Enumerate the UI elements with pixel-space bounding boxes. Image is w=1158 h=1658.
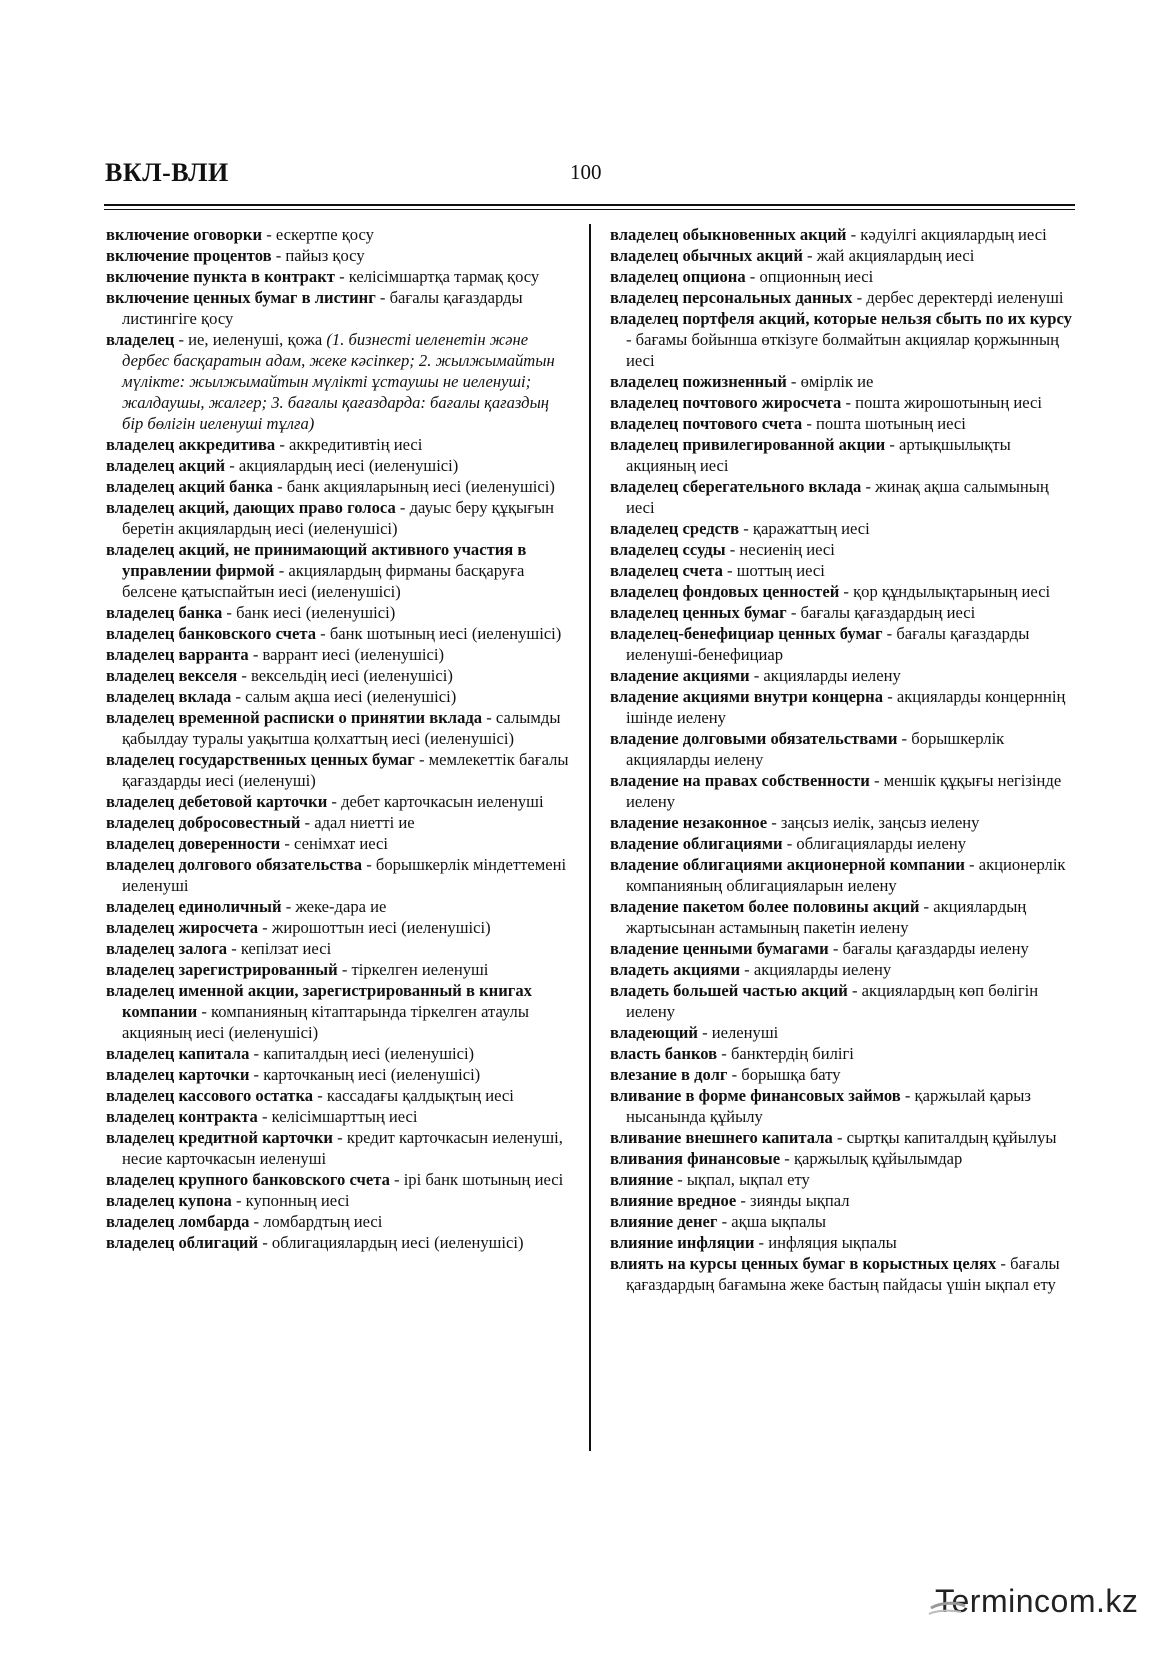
dictionary-entry: [610, 812, 1078, 833]
entry-term: владеющий: [610, 1023, 698, 1042]
dictionary-entry: [610, 1127, 1078, 1148]
entry-definition: - вексельдің иесі (иеленушісі): [237, 666, 453, 685]
entry-definition: - меншік құқығы негізінде иелену: [626, 771, 1062, 811]
entry-definition: - тіркелген иеленуші: [337, 960, 489, 979]
entry-term: владелец варранта: [106, 645, 249, 664]
entry-term: владелец зарегистрированный: [106, 960, 338, 979]
entry-definition: - жирошоттын иесі (иеленушісі): [258, 918, 491, 937]
entry-definition: - жай акциялардың иесі: [802, 246, 975, 265]
dictionary-entry: [610, 371, 1078, 392]
entry-term: владелец акций банка: [106, 477, 273, 496]
entry-term: владелец банковского счета: [106, 624, 317, 643]
entry-definition: - акциялардың көп бөлігін иелену: [626, 981, 1039, 1021]
entry-term: владение на правах собственности: [610, 771, 870, 790]
entry-definition: - дауыс беру құқығын беретін акциялардың иесі (иеленушісі): [122, 498, 555, 538]
entry-term: власть банков: [610, 1044, 718, 1063]
entry-term: включение ценных бумаг в листинг: [106, 288, 376, 307]
header-rule-thick: [104, 204, 1075, 206]
entry-term: владелец обычных акций: [610, 246, 803, 265]
entry-term: владелец капитала: [106, 1044, 250, 1063]
entry-definition: - ықпал, ықпал ету: [673, 1170, 810, 1189]
entry-term: владелец-бенефициар ценных бумаг: [610, 624, 883, 643]
entry-definition: - борышқа бату: [727, 1065, 841, 1084]
entry-definition: - капиталдың иесі (иеленушісі): [249, 1044, 475, 1063]
entry-term: владелец обыкновенных акций: [610, 225, 847, 244]
entry-definition: - салым ақша иесі (иеленушісі): [231, 687, 457, 706]
dictionary-entry: [610, 1253, 1078, 1295]
entry-definition: - қаражаттың иесі: [739, 519, 870, 538]
dictionary-entry: [106, 896, 573, 917]
dictionary-entry: [106, 749, 573, 791]
dictionary-entry: [610, 1064, 1078, 1085]
dictionary-entry: [106, 287, 573, 329]
dictionary-entry: [610, 602, 1078, 623]
entry-definition: - борышкерлік акцияларды иелену: [626, 729, 1005, 769]
dictionary-entry: [610, 413, 1078, 434]
entry-definition: - зиянды ықпал: [736, 1191, 850, 1210]
entry-term: владелец банка: [106, 603, 223, 622]
dictionary-entry: [610, 896, 1078, 938]
dictionary-entry: [610, 245, 1078, 266]
entry-definition: - дербес деректерді иеленуші: [852, 288, 1064, 307]
entry-term: владелец государственных ценных бумаг: [106, 750, 415, 769]
dictionary-entry: [610, 959, 1078, 980]
dictionary-entry: [106, 938, 573, 959]
dictionary-entry: [610, 1085, 1078, 1127]
entry-definition: - заңсыз иелік, заңсыз иелену: [767, 813, 980, 832]
entry-term: владелец временной расписки о принятии вклада: [106, 708, 483, 727]
entry-term: владение акциями внутри концерна: [610, 687, 884, 706]
entry-term: владелец аккредитива: [106, 435, 276, 454]
dictionary-entry: [610, 1190, 1078, 1211]
entry-term: владелец контракта: [106, 1107, 258, 1126]
entry-definition: - артықшылықты акцияның иесі: [626, 435, 1011, 475]
entry-term: владеть большей частью акций: [610, 981, 848, 1000]
entry-term: владелец векселя: [106, 666, 238, 685]
entry-definition: - акциялардың жартысынан астамының пакетін иелену: [626, 897, 1027, 937]
entry-definition: - бағалы қағаздарды иелену: [828, 939, 1029, 958]
entry-definition: - облигациялардың иесі (иеленушісі): [258, 1233, 524, 1252]
entry-term: владелец кредитной карточки: [106, 1128, 333, 1147]
entry-definition: - бағамы бойынша өткізуге болмайтын акциялар қоржынның иесі: [626, 330, 1060, 370]
dictionary-entry: [106, 602, 573, 623]
entry-definition: - акцияларды концерннің ішінде иелену: [626, 687, 1066, 727]
entry-definition: - келісімшартқа тармақ қосу: [334, 267, 540, 286]
dictionary-entry: [610, 728, 1078, 770]
dictionary-entry: [106, 476, 573, 497]
entry-term: владение облигациями акционерной компании: [610, 855, 965, 874]
entry-term: владелец добросовестный: [106, 813, 301, 832]
dictionary-entry: [610, 434, 1078, 476]
entry-term: владелец залога: [106, 939, 228, 958]
entry-definition: - ескертпе қосу: [262, 225, 374, 244]
entry-term: владелец акций, дающих право голоса: [106, 498, 396, 517]
dictionary-entry: [106, 959, 573, 980]
dictionary-entry: [610, 392, 1078, 413]
entry-term: владелец средств: [610, 519, 740, 538]
logo-text: Termincom.kz: [935, 1583, 1139, 1619]
entry-definition: - ломбардтың иесі: [249, 1212, 383, 1231]
entry-definition: - аккредитивтің иесі: [275, 435, 423, 454]
dictionary-entry: [610, 518, 1078, 539]
entry-definition: - сенімхат иесі: [280, 834, 388, 853]
dictionary-entry: [106, 497, 573, 539]
entry-definition: - ірі банк шотының иесі: [389, 1170, 564, 1189]
dictionary-entry: [610, 623, 1078, 665]
entry-term: вливание внешнего капитала: [610, 1128, 833, 1147]
entry-term: владелец сберегательного вклада: [610, 477, 862, 496]
entry-term: вливания финансовые: [610, 1149, 781, 1168]
entry-term: владелец ценных бумаг: [610, 603, 787, 622]
entry-definition: - инфляция ықпалы: [754, 1233, 897, 1252]
entry-definition: - пошта жирошотының иесі: [841, 393, 1042, 412]
dictionary-entry: [610, 980, 1078, 1022]
dictionary-entry: [106, 1106, 573, 1127]
dictionary-entry: [610, 224, 1078, 245]
dictionary-entry: [610, 581, 1078, 602]
entry-definition: - борышкерлік міндеттемені иеленуші: [122, 855, 567, 895]
dictionary-entry: [610, 476, 1078, 518]
entry-term: владелец карточки: [106, 1065, 250, 1084]
entry-definition: - акциялардың иесі (иеленушісі): [225, 456, 459, 475]
entry-definition: - варрант иесі (иеленушісі): [248, 645, 445, 664]
entry-term: владелец облигаций: [106, 1233, 259, 1252]
right-column: [610, 224, 1078, 1295]
entry-term: владение акциями: [610, 666, 750, 685]
entry-term: владелец жиросчета: [106, 918, 259, 937]
entry-term: владелец пожизненный: [610, 372, 787, 391]
entry-definition: - карточканың иесі (иеленушісі): [249, 1065, 481, 1084]
dictionary-entry: [106, 539, 573, 602]
entry-term: владелец почтового счета: [610, 414, 803, 433]
dictionary-entry: [610, 539, 1078, 560]
page-number: 100: [570, 160, 602, 184]
entry-term: владелец единоличный: [106, 897, 282, 916]
entry-term: владелец ломбарда: [106, 1212, 250, 1231]
entry-definition: - адал ниетті ие: [300, 813, 415, 832]
entry-term: владелец акций, не принимающий активного участия в управлении фирмой: [106, 540, 527, 580]
dictionary-entry: [106, 644, 573, 665]
entry-definition: - пайыз қосу: [271, 246, 365, 265]
entry-definition: - қор құндылықтарының иесі: [839, 582, 1051, 601]
entry-definition: - бағалы қағаздардың иесі: [786, 603, 976, 622]
entry-term: владеть акциями: [610, 960, 741, 979]
dictionary-entry: [610, 560, 1078, 581]
dictionary-entry: [106, 686, 573, 707]
dictionary-entry: [106, 245, 573, 266]
entry-definition: - жинақ ақша салымының иесі: [626, 477, 1049, 517]
entry-term: владелец: [106, 330, 175, 349]
left-column: [106, 224, 573, 1253]
dictionary-entry: [106, 1169, 573, 1190]
header-rule-thin: [104, 209, 1075, 210]
entry-term: влияние денег: [610, 1212, 718, 1231]
entry-definition: - жеке-дара ие: [281, 897, 387, 916]
entry-term: владелец персональных данных: [610, 288, 853, 307]
entry-term: владелец опциона: [610, 267, 746, 286]
entry-term: владение незаконное: [610, 813, 768, 832]
dictionary-entry: [106, 917, 573, 938]
entry-definition: - банк акцияларының иесі (иеленушісі): [272, 477, 555, 496]
entry-definition: - банктердің билігі: [717, 1044, 854, 1063]
entry-definition: - мемлекеттік бағалы қағаздарды иесі (иеленуші): [122, 750, 569, 790]
entry-definition: - компанияның кітаптарында тіркелген атаулы акцияның иесі (иеленушісі): [122, 1002, 529, 1042]
dictionary-entry: [610, 1148, 1078, 1169]
entry-definition: - купонның иесі: [231, 1191, 350, 1210]
entry-term: влияние инфляции: [610, 1233, 755, 1252]
entry-term: влезание в долг: [610, 1065, 728, 1084]
entry-definition: - бағалы қағаздарды листингіге қосу: [122, 288, 523, 328]
dictionary-entry: [610, 1022, 1078, 1043]
entry-definition: - акцияларды иелену: [740, 960, 892, 979]
entry-definition: - қаржылық құйылымдар: [780, 1149, 963, 1168]
entry-term: владелец ссуды: [610, 540, 726, 559]
entry-term: владелец именной акции, зарегистрированный в книгах компании: [106, 981, 532, 1021]
entry-term: включение процентов: [106, 246, 272, 265]
entry-term: владелец крупного банковского счета: [106, 1170, 390, 1189]
entry-definition: - облигацияларды иелену: [782, 834, 966, 853]
entry-term: владелец купона: [106, 1191, 232, 1210]
entry-definition: - банк иесі (иеленушісі): [222, 603, 396, 622]
dictionary-entry: [106, 1043, 573, 1064]
dictionary-entry: [106, 224, 573, 245]
dictionary-entry: [106, 1127, 573, 1169]
entry-term: владелец кассового остатка: [106, 1086, 314, 1105]
entry-term: владелец привилегированной акции: [610, 435, 886, 454]
dictionary-entry: [106, 980, 573, 1043]
entry-definition: - шоттың иесі: [722, 561, 825, 580]
entry-term: владелец акций: [106, 456, 226, 475]
dictionary-entry: [610, 1169, 1078, 1190]
entry-term: владелец портфеля акций, которые нельзя сбыть по их курсу: [610, 309, 1072, 328]
dictionary-entry: [106, 707, 573, 749]
entry-term: включение пункта в контракт: [106, 267, 335, 286]
entry-definition: - кассадағы қалдықтың иесі: [313, 1086, 514, 1105]
dictionary-entry: [610, 938, 1078, 959]
entry-term: влияние: [610, 1170, 674, 1189]
entry-definition: - иеленуші: [697, 1023, 779, 1042]
termincom-logo: [935, 1583, 1138, 1623]
dictionary-entry: [610, 287, 1078, 308]
entry-term: владелец вклада: [106, 687, 232, 706]
entry-definition: - ие, иеленуші, қожа: [174, 330, 327, 349]
dictionary-entry: [106, 791, 573, 812]
entry-note: (1. бизнесті иеленетін және дербес басқаратын адам, жеке кәсіпкер; 2. жылжымайтын мүлікте: жылжымайтын мүлікті ұстаушы не иеленуші; жалдаушы, жалгер; 3. бағалы қағаздарда: бағалы қағаздың бір бөлігін иеленуші тұлға): [122, 330, 555, 433]
entry-term: владение пакетом более половины акций: [610, 897, 920, 916]
dictionary-entry: [106, 812, 573, 833]
entry-definition: - акцияларды иелену: [749, 666, 901, 685]
entry-definition: - өмірлік ие: [786, 372, 874, 391]
entry-definition: - бағалы қағаздардың бағамына жеке бастың пайдасы үшін ықпал ету: [626, 1254, 1060, 1294]
dictionary-entry: [106, 455, 573, 476]
entry-definition: - бағалы қағаздарды иеленуші-бенефициар: [626, 624, 1030, 664]
dictionary-entry: [610, 1211, 1078, 1232]
dictionary-entry: [106, 1190, 573, 1211]
dictionary-entry: [106, 329, 573, 434]
dictionary-entry: [106, 266, 573, 287]
dictionary-entry: [610, 854, 1078, 896]
entry-term: владелец доверенности: [106, 834, 281, 853]
dictionary-entry: [610, 266, 1078, 287]
logo-swoosh-icon: [927, 1600, 967, 1658]
dictionary-entry: [106, 434, 573, 455]
page-header-range: ВКЛ-ВЛИ: [105, 158, 229, 187]
entry-definition: - кәдуілгі акциялардың иесі: [846, 225, 1047, 244]
entry-term: включение оговорки: [106, 225, 263, 244]
dictionary-entry: [106, 1085, 573, 1106]
dictionary-entry: [610, 308, 1078, 371]
dictionary-entry: [106, 1232, 573, 1253]
entry-term: владелец почтового жиросчета: [610, 393, 842, 412]
dictionary-entry: [106, 854, 573, 896]
dictionary-entry: [610, 833, 1078, 854]
entry-definition: - акционерлік компанияның облигацияларын иелену: [626, 855, 1066, 895]
entry-term: влияние вредное: [610, 1191, 737, 1210]
entry-definition: - ақша ықпалы: [717, 1212, 827, 1231]
dictionary-entry: [610, 1043, 1078, 1064]
entry-definition: - акциялардың фирманы басқаруға белсене қатыспайтын иесі (иеленушісі): [122, 561, 525, 601]
dictionary-entry: [610, 1232, 1078, 1253]
dictionary-entry: [610, 770, 1078, 812]
dictionary-entry: [106, 665, 573, 686]
dictionary-entry: [106, 623, 573, 644]
entry-term: владелец долгового обязательства: [106, 855, 363, 874]
dictionary-entry: [610, 665, 1078, 686]
dictionary-entry: [610, 686, 1078, 728]
entry-definition: - сыртқы капиталдың құйылуы: [832, 1128, 1057, 1147]
entry-definition: - пошта шотының иесі: [802, 414, 966, 433]
entry-definition: - кредит карточкасын иеленуші, несие карточкасын иеленуші: [122, 1128, 563, 1168]
column-divider: [589, 224, 591, 1451]
entry-definition: - кепілзат иесі: [227, 939, 332, 958]
entry-term: владение долговыми обязательствами: [610, 729, 898, 748]
dictionary-entry: [106, 833, 573, 854]
entry-term: владелец фондовых ценностей: [610, 582, 840, 601]
entry-term: владелец дебетовой карточки: [106, 792, 328, 811]
entry-definition: - дебет карточкасын иеленуші: [327, 792, 544, 811]
dictionary-entry: [106, 1064, 573, 1085]
entry-definition: - опционның иесі: [745, 267, 874, 286]
dictionary-entry: [106, 1211, 573, 1232]
entry-definition: - қаржылай қарыз нысанында құйылу: [626, 1086, 1031, 1126]
entry-definition: - несиенің иесі: [725, 540, 835, 559]
entry-term: владелец счета: [610, 561, 723, 580]
entry-definition: - салымды қабылдау туралы уақытша қолхаттың иесі (иеленушісі): [122, 708, 561, 748]
entry-term: влиять на курсы ценных бумаг в корыстных целях: [610, 1254, 997, 1273]
entry-term: вливание в форме финансовых займов: [610, 1086, 901, 1105]
entry-definition: - банк шотының иесі (иеленушісі): [316, 624, 562, 643]
entry-definition: - келісімшарттың иесі: [257, 1107, 418, 1126]
entry-term: владение ценными бумагами: [610, 939, 829, 958]
entry-term: владение облигациями: [610, 834, 783, 853]
